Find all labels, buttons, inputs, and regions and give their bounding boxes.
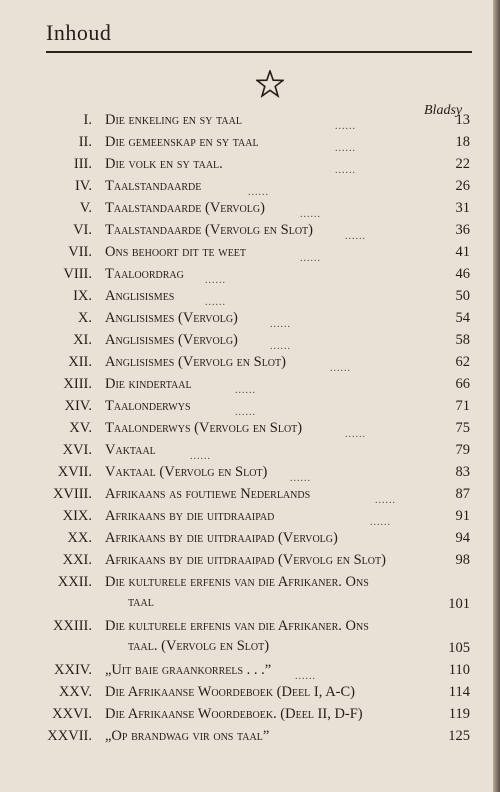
chapter-title: Taalstandaarde bbox=[105, 178, 202, 194]
page-number: 46 bbox=[455, 266, 470, 282]
chapter-number: XVIII. bbox=[52, 486, 92, 502]
chapter-number: XXI. bbox=[62, 552, 92, 568]
toc-entry bbox=[0, 288, 500, 310]
chapter-title: Afrikaans as foutiewe Nederlands bbox=[105, 486, 311, 502]
chapter-number: XIX. bbox=[62, 508, 92, 524]
chapter-number: XI. bbox=[73, 332, 92, 348]
chapter-number: IV. bbox=[74, 178, 92, 194]
toc-entry bbox=[0, 112, 500, 134]
chapter-title: Die volk en sy taal. bbox=[105, 156, 223, 172]
page-number: 87 bbox=[455, 486, 470, 502]
chapter-title: Afrikaans by die uitdraaipad (Vervolg en Slot) bbox=[105, 552, 386, 568]
leader-dots: ...... bbox=[345, 429, 366, 440]
page-number: 50 bbox=[455, 288, 470, 304]
chapter-title: Taalstandaarde (Vervolg) bbox=[105, 200, 265, 216]
chapter-title: Taalonderwys bbox=[105, 398, 191, 414]
chapter-title: Die kulturele erfenis van die Afrikaner. Ons bbox=[105, 618, 369, 634]
toc-entry bbox=[0, 376, 500, 398]
star-icon bbox=[256, 70, 284, 98]
chapter-number: XVI. bbox=[62, 442, 92, 458]
chapter-number: VII. bbox=[68, 244, 92, 260]
leader-dots: ...... bbox=[190, 451, 211, 462]
leader-dots: ...... bbox=[370, 517, 391, 528]
chapter-number: IX. bbox=[73, 288, 92, 304]
chapter-title: Afrikaans by die uitdraaipad (Vervolg) bbox=[105, 530, 338, 546]
toc-entry bbox=[0, 178, 500, 200]
chapter-title: „Uit baie graankorrels . . .” bbox=[105, 662, 272, 678]
page-number: 31 bbox=[455, 200, 470, 216]
toc-entry bbox=[0, 420, 500, 442]
chapter-title: Anglisismes bbox=[105, 288, 175, 304]
toc-entry bbox=[0, 684, 500, 706]
toc-entry bbox=[0, 618, 500, 656]
chapter-title: Die Afrikaanse Woordeboek (Deel I, A-C) bbox=[105, 684, 355, 700]
leader-dots: ...... bbox=[295, 671, 316, 682]
chapter-title: Ons behoort dit te weet bbox=[105, 244, 247, 260]
leader-dots: ...... bbox=[235, 385, 256, 396]
chapter-number: VIII. bbox=[63, 266, 92, 282]
page-number: 18 bbox=[455, 134, 470, 150]
toc-entry bbox=[0, 200, 500, 222]
chapter-number: XII. bbox=[68, 354, 92, 370]
leader-dots: ...... bbox=[270, 319, 291, 330]
chapter-title-continued: taal bbox=[128, 594, 154, 610]
chapter-number: XXVI. bbox=[52, 706, 92, 722]
chapter-title: Die Afrikaanse Woordeboek. (Deel II, D-F) bbox=[105, 706, 363, 722]
page-number: 94 bbox=[455, 530, 470, 546]
leader-dots: ...... bbox=[335, 165, 356, 176]
toc-entry bbox=[0, 552, 500, 574]
chapter-number: XIV. bbox=[64, 398, 92, 414]
toc-entry bbox=[0, 442, 500, 464]
toc-entry bbox=[0, 398, 500, 420]
page-number: 114 bbox=[448, 684, 470, 700]
page-number: 83 bbox=[455, 464, 470, 480]
page-number: 66 bbox=[455, 376, 470, 392]
toc-entry bbox=[0, 530, 500, 552]
chapter-title: Vaktaal (Vervolg en Slot) bbox=[105, 464, 268, 480]
chapter-title: Die kindertaal bbox=[105, 376, 192, 392]
chapter-number: XXVII. bbox=[47, 728, 92, 744]
page-number: 125 bbox=[448, 728, 470, 744]
leader-dots: ...... bbox=[290, 473, 311, 484]
chapter-title: Taaloordrag bbox=[105, 266, 184, 282]
leader-dots: ...... bbox=[300, 253, 321, 264]
page-number: 79 bbox=[455, 442, 470, 458]
toc-entry bbox=[0, 706, 500, 728]
page-number: 98 bbox=[455, 552, 470, 568]
chapter-number: XXIV. bbox=[54, 662, 92, 678]
chapter-title: Die enkeling en sy taal bbox=[105, 112, 242, 128]
toc-entry bbox=[0, 662, 500, 684]
toc-entry bbox=[0, 354, 500, 376]
chapter-title-continued: taal. (Vervolg en Slot) bbox=[128, 638, 270, 654]
chapter-title: Afrikaans by die uitdraaipad bbox=[105, 508, 275, 524]
chapter-number: XXV. bbox=[58, 684, 92, 700]
toc-entry bbox=[0, 728, 500, 750]
chapter-number: XX. bbox=[67, 530, 92, 546]
chapter-number: II. bbox=[78, 134, 92, 150]
chapter-number: XXII. bbox=[57, 574, 92, 590]
chapter-number: XXIII. bbox=[52, 618, 92, 634]
page-number: 62 bbox=[455, 354, 470, 370]
toc-entry bbox=[0, 156, 500, 178]
chapter-title: Vaktaal bbox=[105, 442, 156, 458]
toc-entry bbox=[0, 266, 500, 288]
chapter-number: XVII. bbox=[57, 464, 92, 480]
chapter-number: XV. bbox=[69, 420, 92, 436]
chapter-number: VI. bbox=[73, 222, 92, 238]
page-number: 58 bbox=[455, 332, 470, 348]
leader-dots: ...... bbox=[248, 187, 269, 198]
leader-dots: ...... bbox=[235, 407, 256, 418]
page-number: 41 bbox=[455, 244, 470, 260]
page-number: 26 bbox=[455, 178, 470, 194]
chapter-number: I. bbox=[83, 112, 92, 128]
toc-entry bbox=[0, 222, 500, 244]
page-number: 101 bbox=[448, 596, 470, 612]
chapter-title: Die kulturele erfenis van die Afrikaner. Ons bbox=[105, 574, 369, 590]
page-title: Inhoud bbox=[46, 20, 112, 45]
chapter-title: Anglisismes (Vervolg) bbox=[105, 332, 238, 348]
chapter-title: Taalstandaarde (Vervolg en Slot) bbox=[105, 222, 313, 238]
leader-dots: ...... bbox=[335, 143, 356, 154]
leader-dots: ...... bbox=[335, 121, 356, 132]
page-number: 71 bbox=[455, 398, 470, 414]
header-divider bbox=[46, 51, 472, 53]
leader-dots: ...... bbox=[345, 231, 366, 242]
chapter-number: XIII. bbox=[63, 376, 92, 392]
toc-entry bbox=[0, 486, 500, 508]
leader-dots: ...... bbox=[205, 297, 226, 308]
toc-entry bbox=[0, 244, 500, 266]
chapter-number: X. bbox=[77, 310, 92, 326]
leader-dots: ...... bbox=[330, 363, 351, 374]
page-number: 119 bbox=[448, 706, 470, 722]
page-column-label: Bladsy bbox=[424, 103, 463, 118]
chapter-title: Taalonderwys (Vervolg en Slot) bbox=[105, 420, 303, 436]
toc-entry bbox=[0, 574, 500, 612]
chapter-number: V. bbox=[79, 200, 92, 216]
leader-dots: ...... bbox=[270, 341, 291, 352]
page-number: 110 bbox=[448, 662, 470, 678]
page-number: 22 bbox=[455, 156, 470, 172]
chapter-number: III. bbox=[73, 156, 92, 172]
chapter-title: Die gemeenskap en sy taal bbox=[105, 134, 259, 150]
page-number: 54 bbox=[455, 310, 470, 326]
toc-entry bbox=[0, 508, 500, 530]
toc-entry bbox=[0, 464, 500, 486]
leader-dots: ...... bbox=[375, 495, 396, 506]
leader-dots: ...... bbox=[300, 209, 321, 220]
toc-entry bbox=[0, 310, 500, 332]
chapter-title: Anglisismes (Vervolg en Slot) bbox=[105, 354, 286, 370]
chapter-title: Anglisismes (Vervolg) bbox=[105, 310, 238, 326]
page-number: 13 bbox=[455, 112, 470, 128]
page-number: 105 bbox=[448, 640, 470, 656]
page-number: 36 bbox=[455, 222, 470, 238]
toc-entry bbox=[0, 332, 500, 354]
chapter-title: „Op brandwag vir ons taal” bbox=[105, 728, 270, 744]
leader-dots: ...... bbox=[205, 275, 226, 286]
page-number: 91 bbox=[455, 508, 470, 524]
page-number: 75 bbox=[455, 420, 470, 436]
toc-entry bbox=[0, 134, 500, 156]
